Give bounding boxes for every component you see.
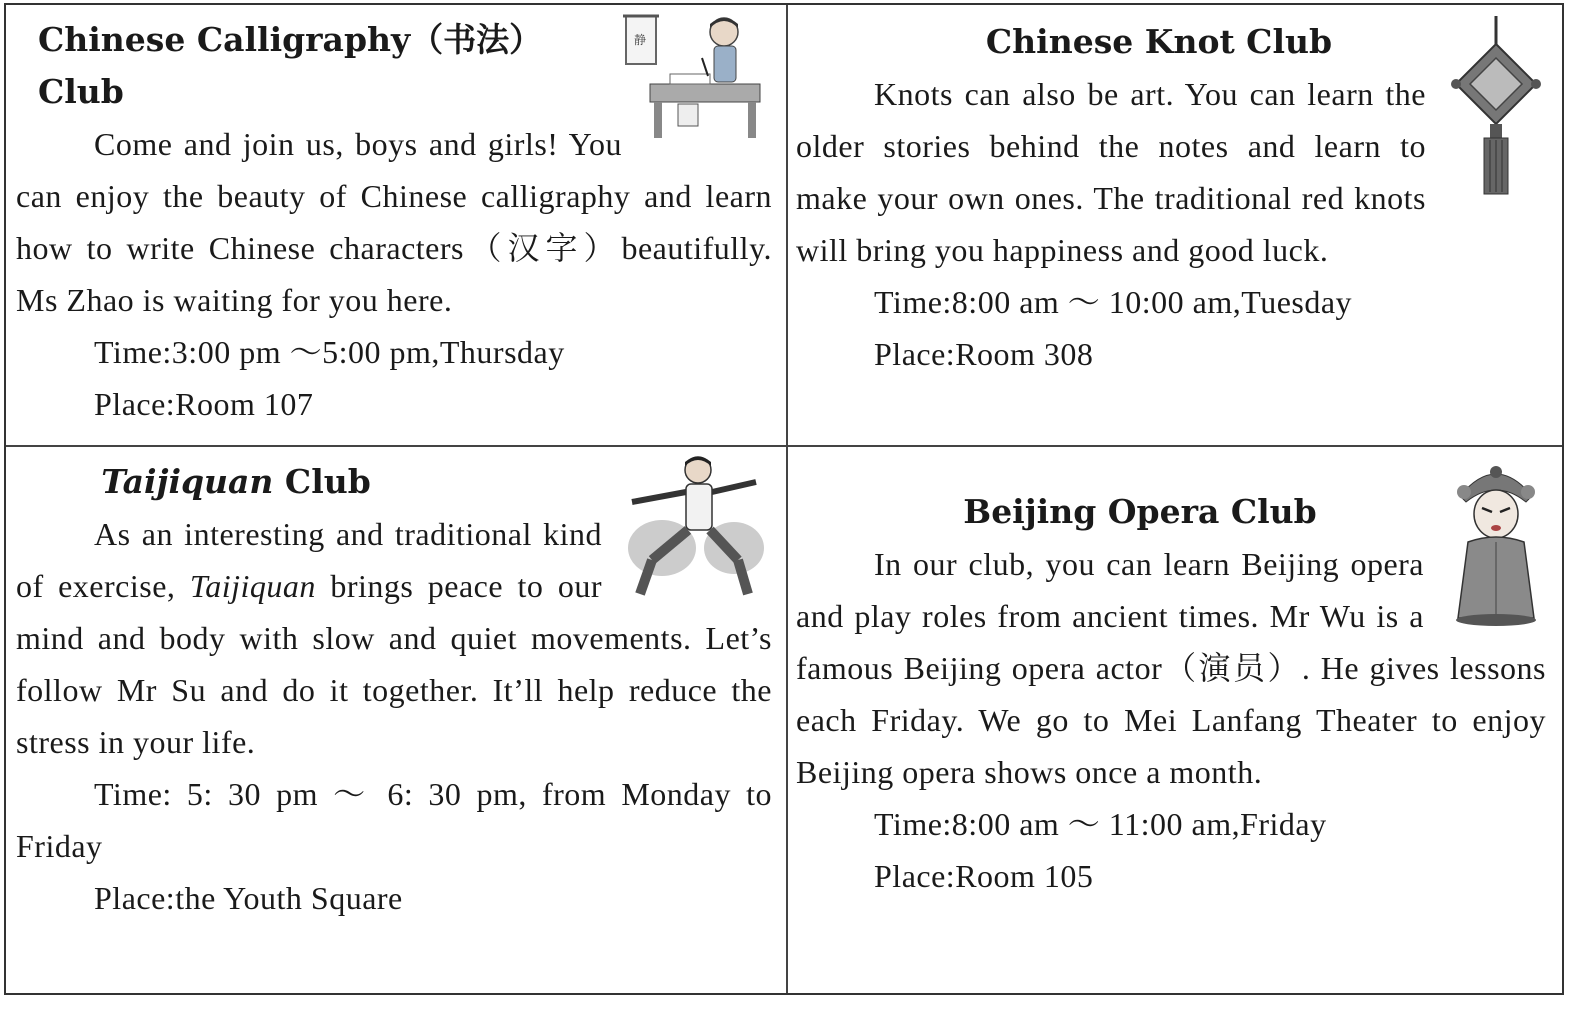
taiji-body-italic: Taijiquan: [189, 568, 316, 604]
svg-text:静: 静: [634, 33, 647, 47]
taiji-body-b: brings peace to our mind and body with slow and quiet movements. Let’s follow Mr Su and do it together. It’ll help reduce the stress in your life.: [16, 568, 772, 760]
column-divider: [786, 5, 788, 993]
calligraphy-body: Come and join us, boys and girls! You can enjoy the beauty of Chinese calligraphy and learn how to write Chinese characters（汉字）beautifully. Ms Zhao is waiting for you here.: [16, 126, 772, 318]
taiji-club-card: [16, 456, 772, 924]
taiji-body-a: As an interesting and traditional kind of exercise,: [16, 516, 602, 604]
taiji-man-icon: [622, 456, 772, 606]
calligraphy-title: Chinese Calligraphy（书法）Club: [38, 20, 543, 111]
knot-place: Place:Room 308: [874, 336, 1094, 372]
knot-club-card: [796, 16, 1546, 380]
taiji-title: [16, 456, 456, 508]
taiji-time: Time: 5: 30 pm ～ 6: 30 pm, from Monday to Friday: [16, 776, 772, 864]
opera-title: Beijing Opera Club: [963, 492, 1317, 531]
knot-body: Knots can also be art. You can learn the older stories behind the notes and learn to make your own ones. The traditional red knots will bring you happiness and good luck.: [796, 76, 1426, 268]
opera-time: Time:8:00 am ～ 11:00 am,Friday: [874, 806, 1327, 842]
row-divider: [6, 445, 1562, 447]
calligraphy-time: Time:3:00 pm ～5:00 pm,Thursday: [94, 334, 565, 370]
calligraphy-student-icon: [622, 14, 772, 142]
taiji-title-rest: Club: [273, 462, 371, 501]
knot-time: Time:8:00 am ～ 10:00 am,Tuesday: [874, 284, 1353, 320]
chinese-knot-icon: [1450, 16, 1546, 196]
opera-body: In our club, you can learn Beijing opera and play roles from ancient times. Mr Wu is a famous Beijing opera actor（演员）. He gives lessons each Friday. We go to Mei Lanfang Theater to enjoy Beijing opera shows once a month.: [796, 546, 1546, 790]
opera-place: Place:Room 105: [874, 858, 1094, 894]
opera-club-card: [796, 486, 1546, 902]
taiji-title-italic: Taijiquan: [101, 462, 274, 501]
calligraphy-club-card: [16, 14, 772, 430]
calligraphy-place: Place:Room 107: [94, 386, 314, 422]
knot-title: Chinese Knot Club: [985, 22, 1333, 61]
opera-performer-icon: [1446, 458, 1546, 628]
taiji-place: Place:the Youth Square: [94, 880, 403, 916]
